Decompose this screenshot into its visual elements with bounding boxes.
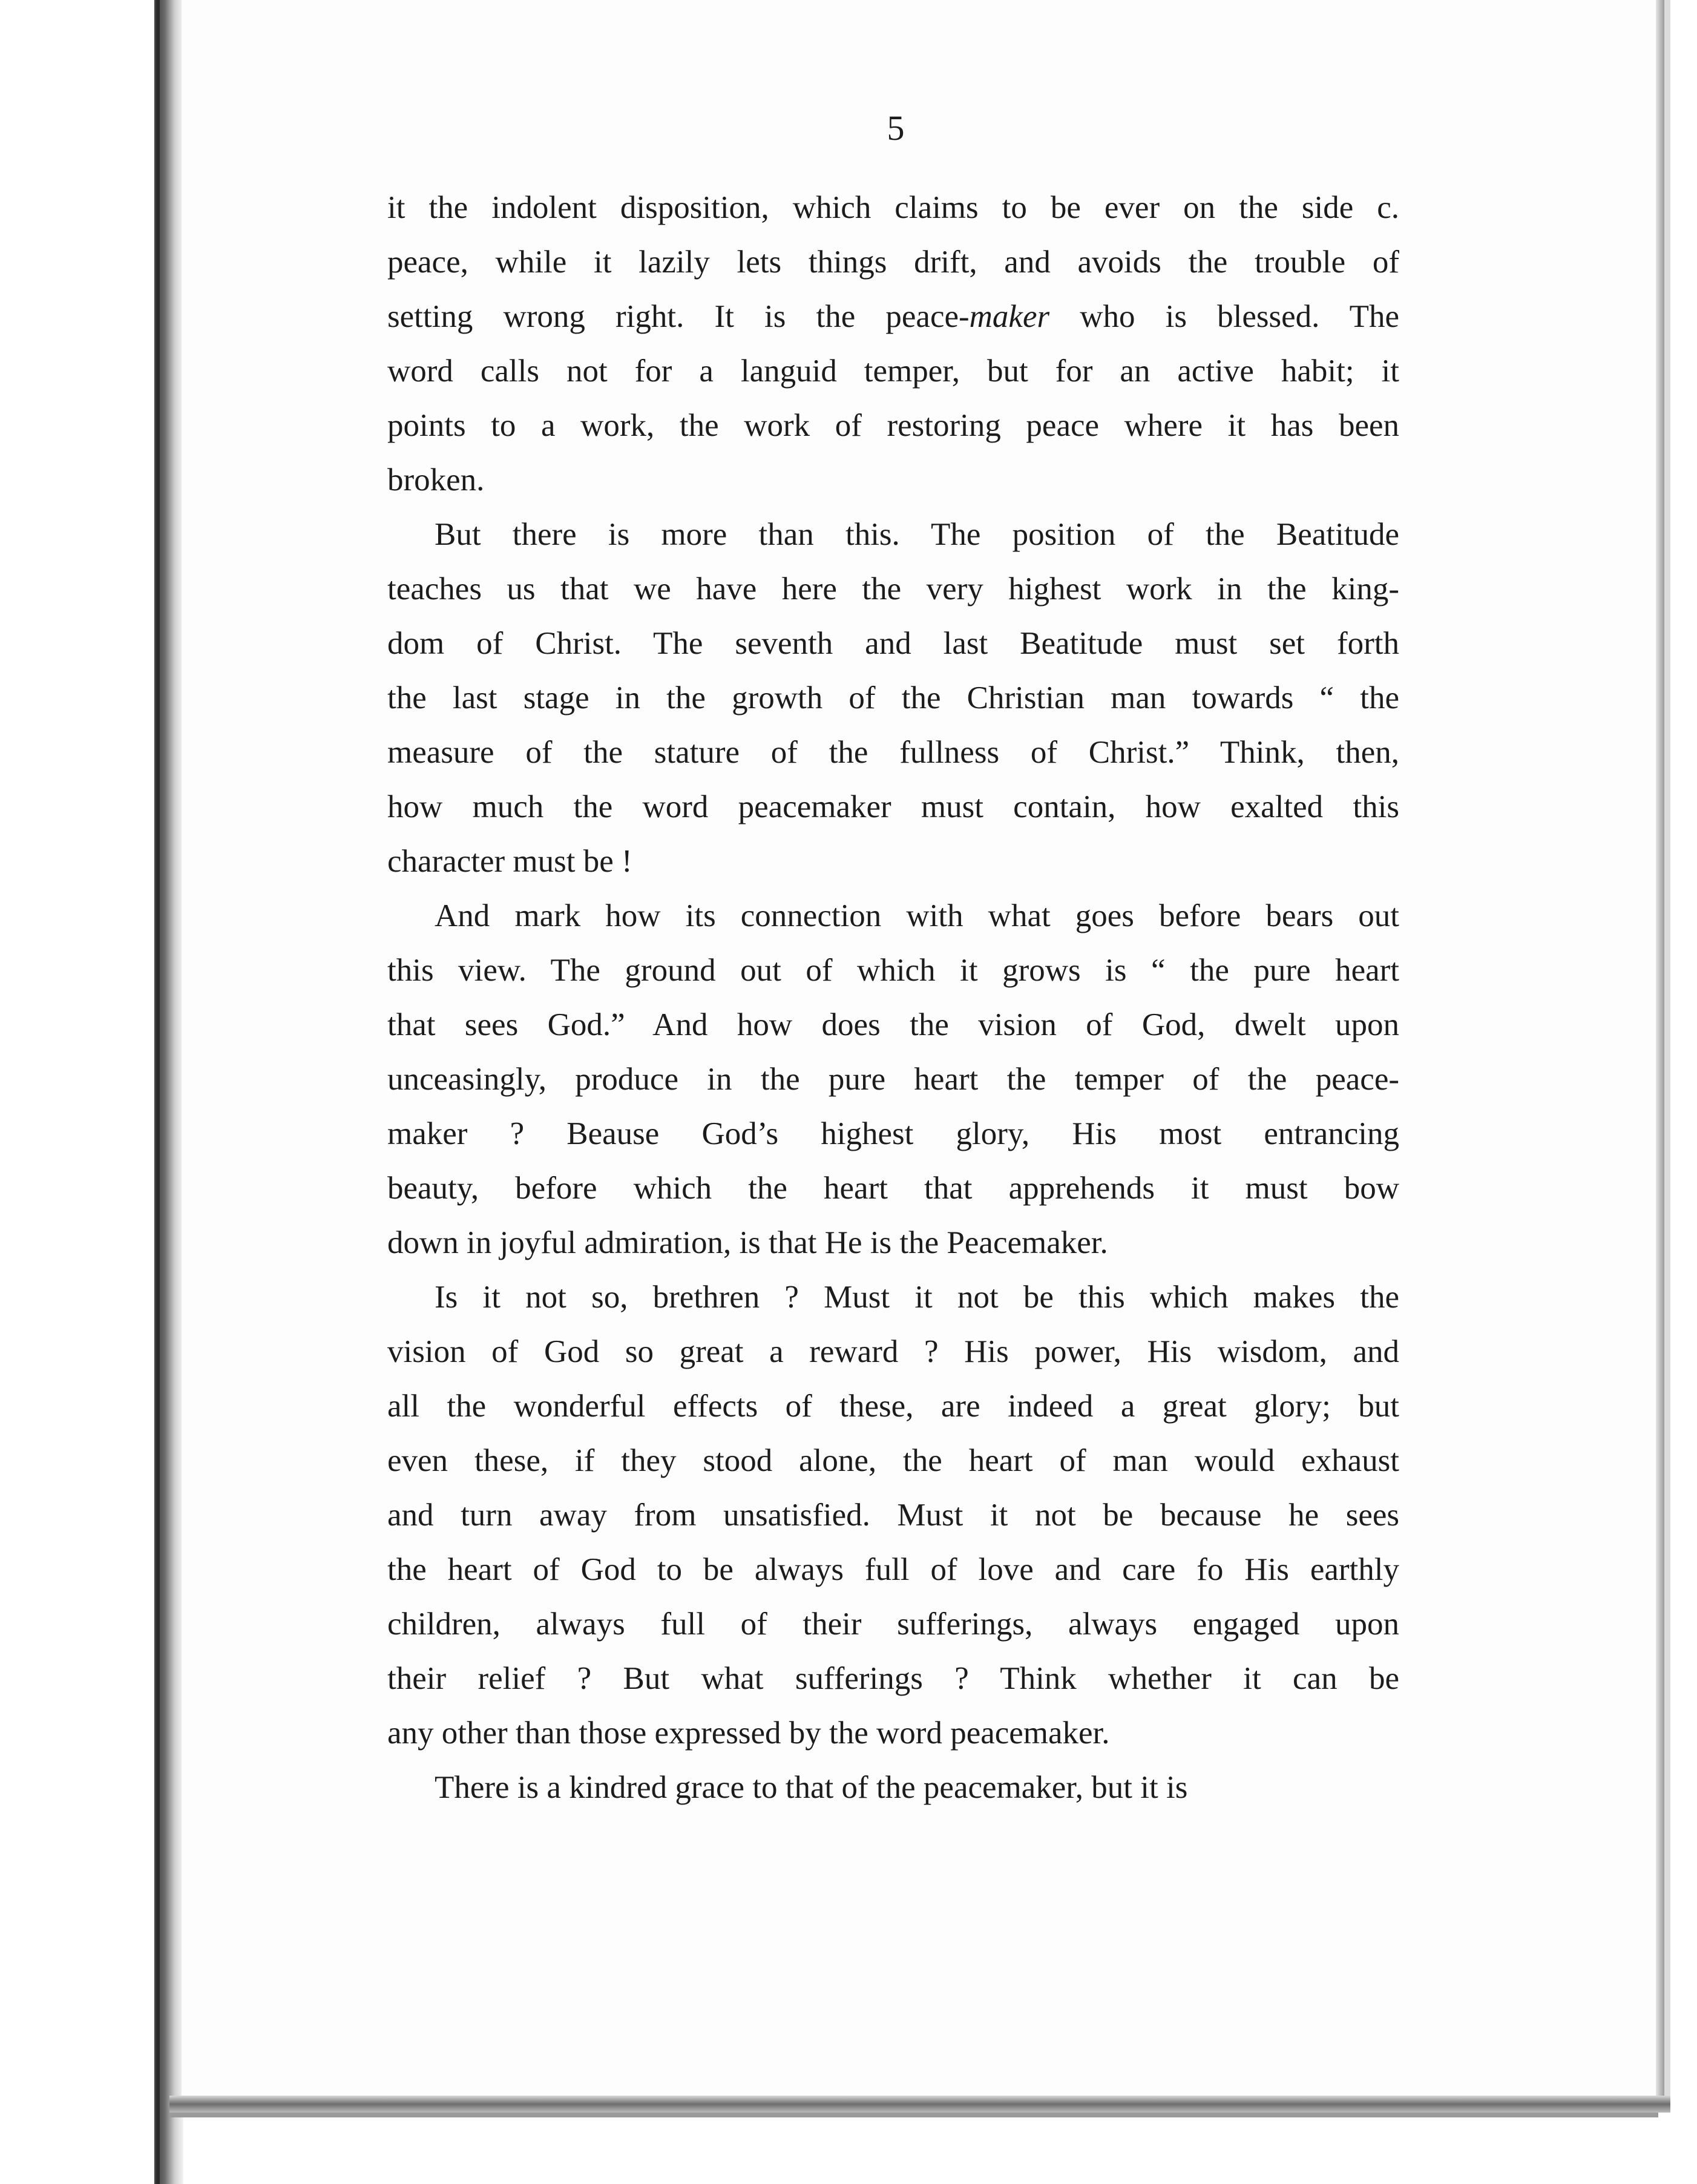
text-line: measure of the stature of the fullness of Christ.” Think, then,: [387, 735, 1399, 770]
text-line: But there is more than this. The position of the Beatitude: [435, 517, 1399, 552]
text-line: maker ? Beause God’s highest glory, His most entrancing: [387, 1116, 1399, 1151]
text-line: it the indolent disposition, which claims to be ever on the side c.: [387, 190, 1399, 225]
text-line: down in joyful admiration, is that He is the Peacemaker.: [387, 1225, 1108, 1260]
paragraph: [387, 507, 1399, 889]
text-line: peace, while it lazily lets things drift, and avoids the trouble of: [387, 245, 1399, 280]
italic-emphasis: maker: [969, 299, 1050, 334]
text-line: their relief ? But what sufferings ? Think whether it can be: [387, 1661, 1399, 1696]
paragraph: [387, 180, 1399, 507]
text-line: Is it not so, brethren ? Must it not be this which makes the: [435, 1280, 1399, 1315]
text-run: setting wrong right. It is the peace-: [387, 299, 970, 334]
text-line: children, always full of their sufferings, always engaged upon: [387, 1607, 1399, 1642]
text-line: And mark how its connection with what goes before bears out: [435, 898, 1399, 933]
text-line: this view. The ground out of which it grows is “ the pure heart: [387, 953, 1399, 988]
text-line: how much the word peacemaker must contain, how exalted this: [387, 789, 1399, 824]
text-line: that sees God.” And how does the vision of God, dwelt upon: [387, 1007, 1399, 1042]
text-run: who is blessed. The: [1049, 299, 1399, 334]
text-line: teaches us that we have here the very highest work in the king-: [387, 571, 1399, 607]
page-bottom-edge: [169, 2096, 1670, 2113]
text-line: all the wonderful effects of these, are indeed a great glory; but: [387, 1389, 1399, 1424]
text-line: [387, 289, 1399, 344]
page-number: 5: [887, 108, 905, 148]
paragraph: [387, 889, 1399, 1270]
page-right-edge: [1656, 0, 1664, 2100]
text-line: the last stage in the growth of the Christian man towards “ the: [387, 680, 1399, 715]
text-line: unceasingly, produce in the pure heart the temper of the peace-: [387, 1062, 1399, 1097]
text-line: any other than those expressed by the word peacemaker.: [387, 1715, 1110, 1751]
text-line: even these, if they stood alone, the heart of man would exhaust: [387, 1443, 1399, 1478]
text-line: beauty, before which the heart that apprehends it must bow: [387, 1171, 1399, 1206]
text-line: word calls not for a languid temper, but for an active habit; it: [387, 354, 1399, 389]
text-line: character must be !: [387, 844, 632, 879]
text-line: vision of God so great a reward ? His power, His wisdom, and: [387, 1334, 1399, 1369]
text-line: and turn away from unsatisfied. Must it not be because he sees: [387, 1498, 1399, 1533]
text-line: dom of Christ. The seventh and last Beatitude must set forth: [387, 626, 1399, 661]
text-line: broken.: [387, 462, 485, 498]
paragraph: [387, 1760, 1399, 1815]
page-left-edge: [156, 0, 160, 2184]
text-line: the heart of God to be always full of love and care fo His earthly: [387, 1552, 1399, 1587]
text-line: points to a work, the work of restoring peace where it has been: [387, 408, 1399, 443]
text-line: There is a kindred grace to that of the peacemaker, but it is: [435, 1770, 1188, 1805]
page-right-edge-outer: [1664, 0, 1670, 2100]
page-bottom-edge-shadow: [169, 2113, 1658, 2117]
body-text: [387, 180, 1399, 1815]
paragraph: [387, 1270, 1399, 1760]
